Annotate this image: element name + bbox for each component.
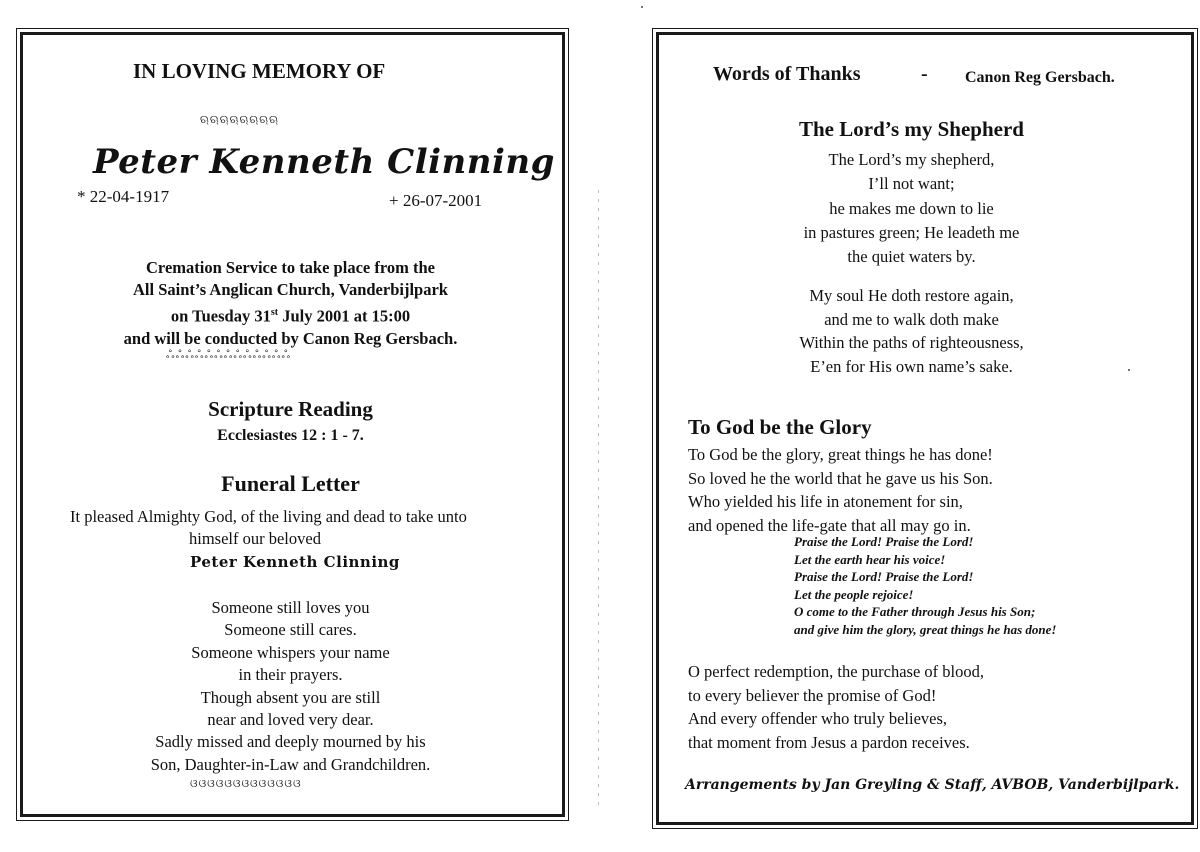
hymn-line: The Lord’s my shepherd, (828, 150, 995, 169)
ornament-mid: ஃஃஃஃஃஃஃஃஃஃஃஃஃ (166, 348, 292, 361)
funeral-letter-line-1: It pleased Almighty God, of the living and dead to take unto (70, 507, 467, 526)
hymn-line: To God be the glory, great things he has done! (688, 445, 993, 464)
hymn-line: the quiet waters by. (847, 247, 976, 267)
funeral-letter-title: Funeral Letter (221, 471, 360, 496)
hymn-line: to every believer the promise of God! (688, 685, 937, 705)
hymn-line: and opened the life-gate that all may go in. (688, 515, 971, 535)
hymn-line: And every offender who truly believes, (688, 709, 948, 729)
thanks-name: Canon Reg Gersbach. (965, 69, 1115, 86)
speck (641, 6, 643, 8)
hymns-panel-right (656, 32, 1194, 825)
hymn-line: in pastures green; He leadeth me (803, 222, 1020, 242)
chorus-line: Let the earth hear his voice! (794, 551, 946, 567)
poem-line: Someone still loves you (211, 598, 370, 617)
chorus-line: Praise the Lord! Praise the Lord! (794, 534, 974, 549)
scripture-title: Scripture Reading (208, 397, 373, 421)
service-line-1: Cremation Service to take place from the (146, 258, 435, 277)
thanks-dash: - (921, 63, 928, 85)
hymn-line: E’en for His own name’s sake. (810, 356, 1013, 376)
hymn1-stanza-1 (659, 148, 1164, 269)
service-details (23, 257, 558, 350)
hymn-line: Who yielded his life in atonement for sin, (688, 492, 963, 512)
chorus-line: Praise the Lord! Praise the Lord! (794, 569, 974, 584)
ornament-bottom: ଓଓଓଓଓଓଓଓଓଓଓଓଓ (190, 777, 302, 790)
chorus-line: O come to the Father through Jesus his Son; (794, 604, 1036, 619)
service-line-4: and will be conducted by Canon Reg Gersbach. (123, 328, 458, 348)
thanks-label: Words of Thanks (713, 63, 861, 85)
hymn-line: Within the paths of righteousness, (799, 333, 1024, 353)
fold-line (598, 190, 599, 810)
scripture-ref: Ecclesiastes 12 : 1 - 7. (217, 427, 364, 444)
hymn1-title: The Lord’s my Shepherd (798, 117, 1024, 141)
memorial-heading: IN LOVING MEMORY OF (133, 59, 386, 83)
birth-date: * 22-04-1917 (77, 187, 170, 206)
hymn-line: So loved he the world that he gave us his Son. (688, 468, 993, 488)
chorus-line: Let the people rejoice! (794, 586, 914, 602)
memorial-poem (23, 597, 558, 776)
poem-line: Someone still cares. (224, 620, 357, 640)
service-line-3: on Tuesday 31st July 2001 at 15:00 (170, 306, 411, 326)
hymn2-verse-1 (688, 443, 993, 537)
service-line-2: All Saint’s Anglican Church, Vanderbijlpark (133, 280, 448, 300)
hymn-line: that moment from Jesus a pardon receives. (688, 732, 970, 752)
hymn-line: and me to walk doth make (824, 309, 999, 329)
hymn-line: My soul He doth restore again, (809, 286, 1014, 305)
ornament-top: ଋଋଋଋଋଋଋଋ (200, 113, 280, 126)
hymn-line: O perfect redemption, the purchase of blood, (688, 662, 984, 681)
funeral-letter-line-2: himself our beloved (189, 529, 321, 548)
deceased-name: Peter Kenneth Clinning (93, 142, 555, 182)
poem-line: in their prayers. (238, 665, 343, 685)
speck (1128, 369, 1130, 371)
hymn2-chorus (794, 533, 1056, 638)
memorial-panel-left (20, 32, 565, 817)
hymn-line: I’ll not want; (868, 174, 955, 194)
poem-line: Son, Daughter-in-Law and Grandchildren. (150, 754, 431, 774)
poem-line: near and loved very dear. (207, 710, 374, 730)
chorus-line: and give him the glory, great things he has done! (794, 621, 1057, 637)
poem-line: Someone whispers your name (191, 642, 390, 662)
arrangements-credit: Arrangements by Jan Greyling & Staff, AVBOB, Vanderbijlpark. (685, 777, 1180, 793)
poem-line: Sadly missed and deeply mourned by his (155, 732, 426, 752)
hymn2-title: To God be the Glory (688, 415, 872, 439)
death-date: + 26-07-2001 (389, 191, 483, 210)
hymn1-stanza-2 (659, 284, 1164, 378)
hymn-line: he makes me down to lie (829, 198, 994, 218)
poem-line: Though absent you are still (200, 687, 381, 707)
funeral-letter-name: Peter Kenneth Clinning (190, 553, 400, 571)
hymn2-verse-2 (688, 660, 984, 754)
